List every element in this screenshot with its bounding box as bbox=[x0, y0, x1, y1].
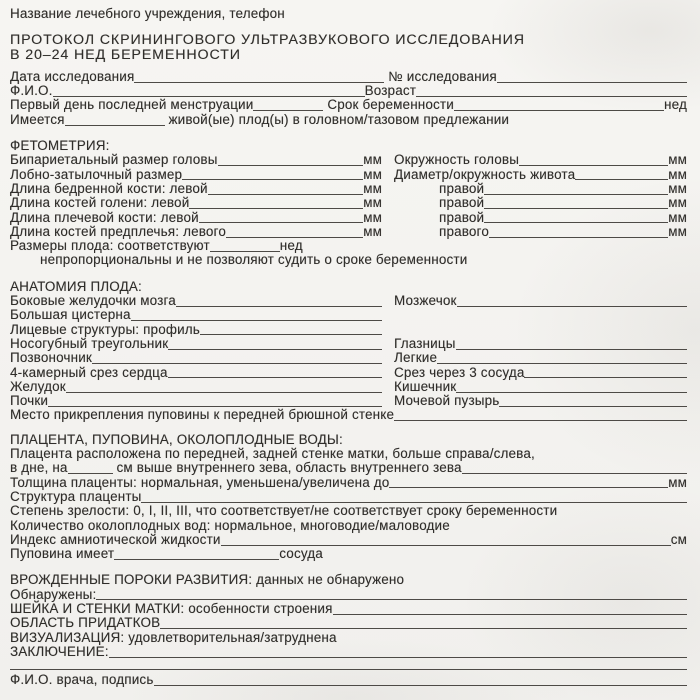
form-cell bbox=[10, 84, 687, 98]
form-cell bbox=[10, 447, 687, 461]
form-cell bbox=[394, 337, 687, 351]
blank-field bbox=[10, 659, 687, 670]
amniotic-volume-line bbox=[10, 519, 687, 533]
ofd-line bbox=[10, 168, 687, 182]
field-label: АНАТОМИЯ ПЛОДА: bbox=[10, 278, 142, 294]
cervix-uterus-line bbox=[10, 602, 687, 616]
blank-field bbox=[484, 212, 668, 223]
field-label: правого bbox=[439, 223, 489, 239]
blank-field bbox=[182, 169, 363, 180]
form-cell bbox=[10, 211, 382, 225]
form-cell bbox=[10, 504, 687, 518]
cisterna-magna-line bbox=[10, 308, 687, 322]
form-cell bbox=[10, 673, 687, 687]
field-label: Ф.И.О. врача, подпись bbox=[10, 672, 154, 688]
field-label: Легкие bbox=[394, 350, 438, 366]
unit-label: мм bbox=[668, 152, 687, 168]
spacer bbox=[394, 206, 439, 207]
form-cell bbox=[10, 196, 382, 210]
field-label: см выше внутреннего зева, область внутреннего зева bbox=[112, 460, 462, 476]
field-label: Длина костей голени: левой bbox=[10, 195, 190, 211]
field-label: ПЛАЦЕНТА, ПУПОВИНА, ОКОЛОПЛОДНЫЕ ВОДЫ: bbox=[10, 431, 343, 447]
form-cell bbox=[394, 351, 687, 365]
unit-label: мм bbox=[363, 166, 382, 182]
blank-field bbox=[519, 155, 668, 166]
form-cell bbox=[10, 490, 687, 504]
form-cell bbox=[10, 588, 687, 602]
blank-field bbox=[134, 72, 384, 83]
blank-field bbox=[454, 100, 664, 111]
visualization-line bbox=[10, 631, 687, 645]
blank-field bbox=[333, 604, 687, 615]
field-label: Возраст bbox=[364, 83, 417, 99]
form-cell bbox=[10, 394, 382, 408]
form-cell bbox=[10, 33, 687, 47]
stomach-line bbox=[10, 380, 687, 394]
field-label: Лобно-затылочный размер bbox=[10, 166, 183, 182]
form-cell bbox=[10, 547, 687, 561]
form-cell bbox=[10, 408, 687, 422]
blank-field bbox=[524, 367, 687, 378]
blank-field bbox=[66, 382, 382, 393]
conclusion-extra-line bbox=[10, 659, 687, 673]
forearm-length-line bbox=[10, 225, 687, 239]
blank-field bbox=[109, 647, 687, 658]
unit-label: мм bbox=[668, 166, 687, 182]
field-label: Плацента расположена по передней, задней стенке матки, больше справа/слева, bbox=[10, 446, 535, 462]
blank-field bbox=[497, 72, 687, 83]
form-cell bbox=[10, 351, 382, 365]
field-label: Дата исследования bbox=[10, 68, 135, 84]
blank-field bbox=[160, 618, 687, 629]
unit-label: мм bbox=[668, 180, 687, 196]
field-label: Обнаружены: bbox=[10, 586, 97, 602]
field-label: Степень зрелости: 0, I, II, III, что соответствует/не соответствует сроку беременности bbox=[10, 503, 558, 519]
form-cell bbox=[394, 394, 687, 408]
fetus-presentation-line bbox=[10, 113, 687, 127]
unit-label: мм bbox=[363, 152, 382, 168]
blank-field bbox=[489, 227, 668, 238]
disproportion-line bbox=[10, 253, 687, 267]
field-label: Мочевой пузырь bbox=[394, 393, 500, 409]
field-label: Диаметр/окружность живота bbox=[394, 166, 576, 182]
field-label: Срез через 3 сосуда bbox=[394, 364, 525, 380]
field-label: Длина плечевой кости: левой bbox=[10, 209, 199, 225]
field-label: правой bbox=[439, 195, 485, 211]
field-label: Бипариетальный размер головы bbox=[10, 152, 218, 168]
field-label: правой bbox=[439, 180, 485, 196]
blank-field bbox=[253, 100, 323, 111]
unit-label: мм bbox=[363, 209, 382, 225]
field-label: Место прикрепления пуповины к передней брюшной стенке bbox=[10, 407, 395, 423]
field-label: Носогубный треугольник bbox=[10, 335, 169, 351]
form-cell bbox=[10, 380, 382, 394]
internal-os-line bbox=[10, 461, 687, 475]
form-cell bbox=[10, 294, 382, 308]
form-cell bbox=[10, 476, 687, 490]
form-cell bbox=[10, 182, 382, 196]
blank-field bbox=[389, 477, 668, 488]
blank-field bbox=[210, 241, 280, 252]
form-cell bbox=[10, 323, 382, 337]
blank-field bbox=[221, 535, 671, 546]
blank-field bbox=[457, 296, 687, 307]
form-cell bbox=[10, 616, 687, 630]
nasolabial-triangle-line bbox=[10, 337, 687, 351]
spacer bbox=[394, 235, 439, 236]
doctor-signature-line bbox=[10, 673, 687, 687]
field-label: 4-камерный срез сердца bbox=[10, 364, 168, 380]
form-cell bbox=[10, 519, 687, 533]
blank-field bbox=[208, 184, 363, 195]
field-label: Количество околоплодных вод: нормальное, многоводие/маловодие bbox=[10, 517, 450, 533]
blank-field bbox=[462, 463, 687, 474]
field-label: непропорциональны и не позволяют судить о сроке беременности bbox=[40, 252, 468, 268]
blank-field bbox=[416, 86, 687, 97]
form-cell bbox=[10, 70, 687, 84]
form-cell bbox=[10, 239, 687, 253]
form-cell bbox=[10, 153, 382, 167]
adnexa-line bbox=[10, 616, 687, 630]
form-cell bbox=[10, 659, 687, 672]
field-label: Почки bbox=[10, 393, 49, 409]
field-label: ВИЗУАЛИЗАЦИЯ: удовлетворительная/затруднена bbox=[10, 629, 337, 645]
blank-field bbox=[218, 155, 364, 166]
blank-field bbox=[437, 353, 687, 364]
field-label: ВРОЖДЕННЫЕ ПОРОКИ РАЗВИТИЯ: данных не обнаружено bbox=[10, 572, 405, 588]
form-cell bbox=[40, 253, 687, 267]
field-label: ФЕТОМЕТРИЯ: bbox=[10, 138, 110, 154]
field-label: Толщина плаценты: нормальная, уменьшена/увеличена до bbox=[10, 474, 390, 490]
blank-field bbox=[96, 589, 687, 600]
field-label: Название лечебного учреждения, телефон bbox=[10, 6, 285, 21]
section-header-malformations bbox=[10, 573, 687, 587]
blank-field bbox=[189, 198, 363, 209]
maturity-grade-line bbox=[10, 504, 687, 518]
form-cell bbox=[10, 113, 687, 127]
form-cell bbox=[10, 139, 687, 153]
field-label: Размеры плода: соответствуют bbox=[10, 238, 210, 254]
spacer bbox=[394, 192, 439, 193]
patient-name-line bbox=[10, 84, 687, 98]
umbilical-attachment-line bbox=[10, 408, 687, 422]
form-cell bbox=[394, 225, 687, 239]
field-label: № исследования bbox=[384, 68, 497, 84]
form-body bbox=[10, 7, 687, 688]
field-label: Лицевые структуры: профиль bbox=[10, 321, 200, 337]
field-label: Длина бедренной кости: левой bbox=[10, 180, 208, 196]
field-label: Глазницы bbox=[394, 335, 456, 351]
blank-field bbox=[154, 675, 687, 686]
section-header-placenta bbox=[10, 433, 687, 447]
unit-label: мм bbox=[363, 195, 382, 211]
blank-field bbox=[575, 169, 668, 180]
blank-field bbox=[48, 396, 382, 407]
form-cell bbox=[10, 225, 382, 239]
brain-ventricles-line bbox=[10, 294, 687, 308]
form-cell bbox=[10, 308, 382, 322]
last-menstruation-line bbox=[10, 98, 687, 112]
facial-structures-line bbox=[10, 323, 687, 337]
form-cell bbox=[10, 366, 382, 380]
blank-field bbox=[53, 86, 365, 97]
kidneys-line bbox=[10, 394, 687, 408]
form-cell bbox=[10, 280, 687, 294]
field-label: Кишечник bbox=[394, 378, 457, 394]
form-cell bbox=[10, 602, 687, 616]
tibia-length-line bbox=[10, 196, 687, 210]
four-chamber-heart-line bbox=[10, 366, 687, 380]
blank-field bbox=[199, 212, 363, 223]
unit-label: мм bbox=[668, 209, 687, 225]
form-cell bbox=[10, 168, 382, 182]
form-cell bbox=[394, 366, 687, 380]
placenta-thickness-line bbox=[10, 476, 687, 490]
blank-field bbox=[456, 339, 687, 350]
form-cell bbox=[394, 168, 687, 182]
form-cell bbox=[394, 182, 687, 196]
form-cell bbox=[394, 153, 687, 167]
spacer bbox=[394, 221, 439, 222]
placenta-location-line bbox=[10, 447, 687, 461]
unit-label: сосуда bbox=[279, 546, 323, 562]
field-label: Позвоночник bbox=[10, 350, 92, 366]
form-cell bbox=[10, 48, 687, 62]
field-label: Пуповина имеет bbox=[10, 546, 115, 562]
blank-field bbox=[68, 463, 113, 474]
field-label: Ф.И.О. bbox=[10, 83, 53, 99]
form-cell bbox=[10, 631, 687, 645]
blank-field bbox=[168, 339, 382, 350]
section-header-anatomy bbox=[10, 280, 687, 294]
femur-length-line bbox=[10, 182, 687, 196]
blank-field bbox=[484, 198, 668, 209]
form-cell bbox=[394, 294, 687, 308]
unit-label: нед bbox=[664, 97, 687, 113]
field-label: Первый день последней менструации bbox=[10, 97, 254, 113]
unit-label: мм bbox=[668, 474, 687, 490]
blank-field bbox=[226, 227, 363, 238]
blank-field bbox=[65, 115, 165, 126]
placenta-structure-line bbox=[10, 490, 687, 504]
field-label: правой bbox=[439, 209, 485, 225]
blank-field bbox=[484, 184, 668, 195]
field-label: Длина костей предплечья: левого bbox=[10, 223, 226, 239]
blank-field bbox=[456, 382, 687, 393]
unit-label: см bbox=[670, 531, 687, 547]
blank-field bbox=[168, 367, 382, 378]
blank-field bbox=[499, 396, 687, 407]
blank-field bbox=[131, 310, 382, 321]
form-cell bbox=[394, 211, 687, 225]
field-label: Имеется bbox=[10, 111, 65, 127]
unit-label: нед bbox=[279, 238, 303, 254]
field-label: ЗАКЛЮЧЕНИЕ: bbox=[10, 643, 109, 659]
spine-line bbox=[10, 351, 687, 365]
form-cell bbox=[10, 573, 687, 587]
fetus-size-line bbox=[10, 239, 687, 253]
amniotic-index-line bbox=[10, 533, 687, 547]
form-cell bbox=[394, 196, 687, 210]
form-cell bbox=[10, 533, 687, 547]
field-label: ПРОТОКОЛ СКРИНИНГОВОГО УЛЬТРАЗВУКОВОГО ИССЛЕДОВАНИЯ bbox=[10, 32, 525, 49]
form-cell bbox=[394, 380, 687, 394]
cord-vessels-line bbox=[10, 547, 687, 561]
blank-field bbox=[141, 492, 687, 503]
protocol-title-line-1 bbox=[10, 33, 687, 47]
form-cell bbox=[10, 433, 687, 447]
field-label: в дне, на bbox=[10, 460, 68, 476]
form-cell bbox=[10, 461, 687, 475]
form-cell bbox=[10, 337, 382, 351]
field-label: Окружность головы bbox=[394, 152, 520, 168]
form-cell bbox=[10, 645, 687, 659]
bpd-line bbox=[10, 153, 687, 167]
protocol-title-line-2 bbox=[10, 48, 687, 62]
section-header-fetometry bbox=[10, 139, 687, 153]
blank-field bbox=[200, 324, 382, 335]
unit-label: мм bbox=[363, 223, 382, 239]
field-label: ОБЛАСТЬ ПРИДАТКОВ bbox=[10, 615, 161, 631]
unit-label: мм bbox=[668, 223, 687, 239]
field-label: Мозжечок bbox=[394, 293, 457, 309]
form-cell bbox=[10, 7, 687, 21]
blank-field bbox=[92, 353, 382, 364]
blank-field bbox=[176, 296, 382, 307]
field-label: живой(ые) плод(ы) в головном/тазовом предлежании bbox=[164, 111, 510, 127]
field-label: Желудок bbox=[10, 378, 66, 394]
field-label: ШЕЙКА И СТЕНКИ МАТКИ: особенности строения bbox=[10, 600, 333, 616]
field-label: Индекс амниотической жидкости bbox=[10, 531, 221, 547]
study-date-line bbox=[10, 70, 687, 84]
conclusion-line bbox=[10, 645, 687, 659]
field-label: В 20–24 НЕД БЕРЕМЕННОСТИ bbox=[10, 46, 241, 63]
blank-field bbox=[114, 549, 279, 560]
blank-field bbox=[394, 410, 687, 421]
unit-label: мм bbox=[668, 195, 687, 211]
humerus-length-line bbox=[10, 211, 687, 225]
form-cell bbox=[10, 98, 687, 112]
unit-label: мм bbox=[363, 180, 382, 196]
field-label: Большая цистерна bbox=[10, 307, 131, 323]
field-label: Структура плаценты bbox=[10, 488, 142, 504]
field-label: Срок беременности bbox=[323, 97, 454, 113]
org-name-line bbox=[10, 7, 687, 21]
malformations-found-line bbox=[10, 588, 687, 602]
field-label: Боковые желудочки мозга bbox=[10, 293, 176, 309]
